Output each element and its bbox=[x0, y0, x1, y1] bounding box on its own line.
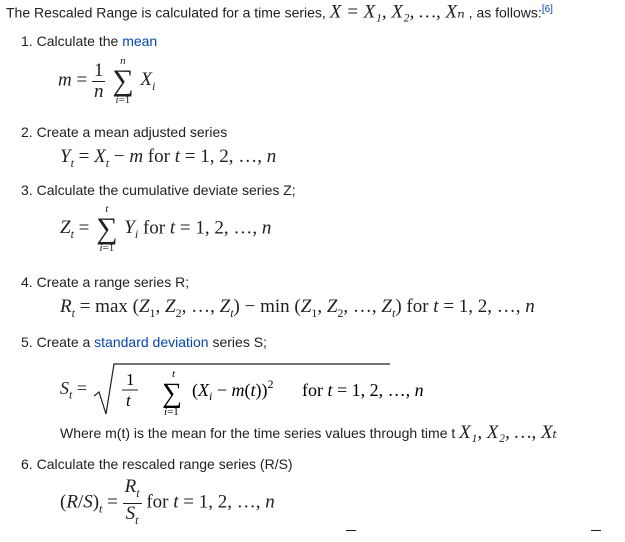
note-text: Where m(t) is the mean for the time series values through time t bbox=[60, 425, 456, 441]
citation-link[interactable]: [6] bbox=[541, 4, 553, 15]
range-series-formula: $R_t = \max (Z_1$, $Z_2$, …, $Z_t) - \min (Z_1$, $Z_2$, …, $Z_t$) for t = 1, 2, …, n bbox=[60, 296, 535, 320]
step-3: 3. Calculate the cumulative deviate series Z; bbox=[21, 182, 296, 198]
step-5: 5. Create a standard deviation series S; bbox=[21, 334, 267, 350]
svg-text:for t = 1, 2, …, n: for t = 1, 2, …, n bbox=[301, 380, 424, 400]
intro-paragraph bbox=[6, 0, 553, 23]
intro-text: The Rescaled Range is calculated for a time series, bbox=[6, 4, 326, 21]
step-2: 2. Create a mean adjusted series bbox=[21, 124, 228, 140]
step-4: 4. Create a range series R; bbox=[21, 274, 190, 290]
note-series: X₁, X₂, …, Xₜ bbox=[459, 422, 558, 443]
step-6: 6. Calculate the rescaled range series (R/S) bbox=[21, 456, 293, 472]
step-1: 1. Calculate the mean bbox=[21, 33, 158, 49]
standard-deviation-link[interactable]: standard deviation bbox=[94, 334, 209, 350]
divider-mark bbox=[346, 530, 356, 531]
divider-mark bbox=[591, 530, 601, 531]
adjusted-series-formula: $Y_t = X_t - m$ for t = 1, 2, …, n bbox=[60, 146, 277, 170]
svg-text:i=1: i=1 bbox=[163, 406, 179, 418]
svg-text:∑: ∑ bbox=[161, 378, 182, 409]
svg-text:1: 1 bbox=[125, 370, 134, 389]
svg-text:t: t bbox=[125, 391, 131, 410]
intro-text-after: , as follows: bbox=[468, 4, 542, 21]
series-formula: X = X₁, X₂, …, Xₙ bbox=[329, 1, 465, 23]
cumulative-deviate-formula: $Z_t$ = t ∑ i=1 $Y_i$ for t = 1, 2, …, n bbox=[60, 203, 272, 254]
mean-formula: m = $\frac{1}{n}$ n ∑ i=1 $X_i$ bbox=[58, 55, 156, 106]
note-line bbox=[60, 421, 557, 444]
rescaled-range-formula: $(R/S)_t$ = $\frac{R_t}{S_t}$ for t = 1, 2, …, n bbox=[60, 476, 275, 527]
mean-link[interactable]: mean bbox=[122, 33, 158, 49]
svg-text:t: t bbox=[171, 368, 175, 380]
svg-text:(Xi − m(t))2: $(X_i - m(t))^2$ bbox=[191, 377, 274, 403]
standard-deviation-formula: $S_t$ = 1 t t ∑ i=1 $(X_i - m(t))^2$ for t = 1, 2, …, n bbox=[60, 362, 392, 418]
